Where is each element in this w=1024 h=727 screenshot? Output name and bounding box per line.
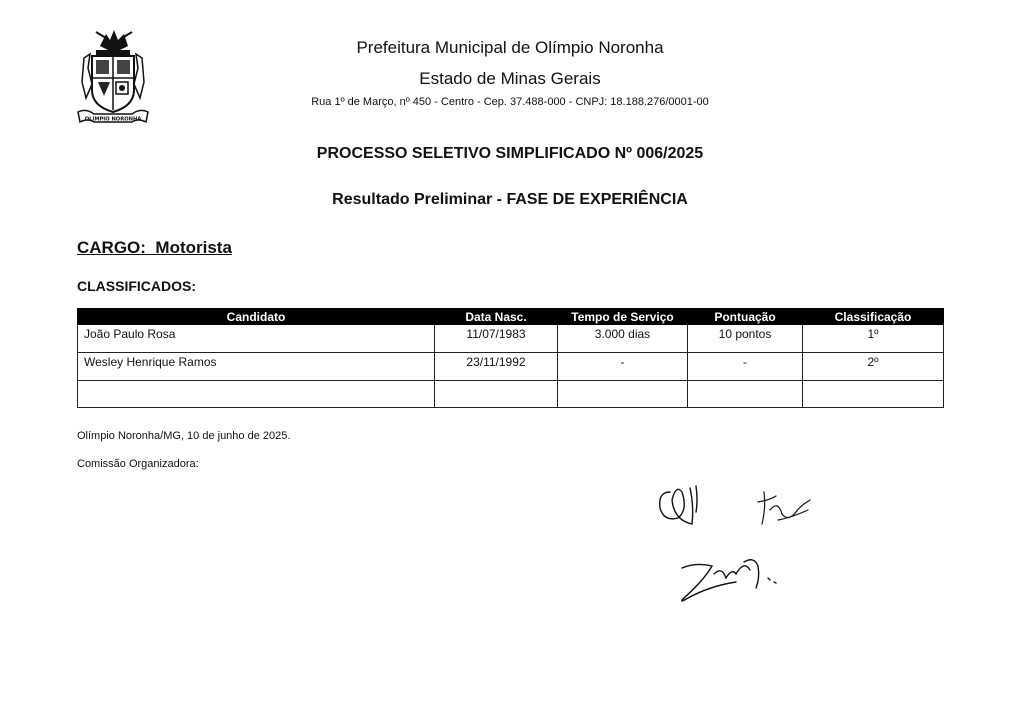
cargo-heading: [77, 238, 232, 258]
municipal-coat-of-arms-icon: [76, 28, 150, 126]
column-header-score: Pontuação: [688, 309, 803, 325]
birth-date: 23/11/1992: [435, 353, 558, 381]
birth-date: 11/07/1983: [435, 325, 558, 353]
signature-3: [682, 560, 776, 601]
column-header-candidate: Candidato: [78, 309, 435, 325]
service-time: 3.000 dias: [558, 325, 688, 353]
service-time: -: [558, 353, 688, 381]
classified-heading: CLASSIFICADOS:: [77, 278, 196, 294]
address-line: Rua 1º de Março, nº 450 - Centro - Cep. 37.488-000 - CNPJ: 18.188.276/0001-00: [311, 96, 709, 108]
table-row-empty: [78, 381, 944, 408]
score: [688, 381, 803, 408]
process-title: PROCESSO SELETIVO SIMPLIFICADO Nº 006/2025: [316, 145, 704, 162]
column-header-ranking: Classificação: [803, 309, 944, 325]
signature-1: [660, 486, 697, 524]
results-table: [77, 308, 944, 408]
column-header-birthdate: Data Nasc.: [435, 309, 558, 325]
municipality-name: Prefeitura Municipal de Olímpio Noronha: [356, 38, 664, 57]
candidate-name: [78, 381, 435, 408]
place-and-date: Olímpio Noronha/MG, 10 de junho de 2025.: [77, 430, 291, 442]
candidate-name: Wesley Henrique Ramos: [78, 353, 435, 381]
table-row: [78, 353, 944, 381]
score: 10 pontos: [688, 325, 803, 353]
table-header-row: [78, 309, 944, 325]
committee-label: Comissão Organizadora:: [77, 458, 199, 470]
committee-signatures: [640, 470, 830, 620]
service-time: [558, 381, 688, 408]
ranking: 2º: [803, 353, 944, 381]
candidate-name: João Paulo Rosa: [78, 325, 435, 353]
cargo-value: Motorista: [155, 238, 232, 257]
ranking: 1º: [803, 325, 944, 353]
result-title: Resultado Preliminar - FASE DE EXPERIÊNCIA: [332, 191, 688, 208]
column-header-service-time: Tempo de Serviço: [558, 309, 688, 325]
state-name: Estado de Minas Gerais: [419, 69, 601, 88]
table-row: [78, 325, 944, 353]
svg-text:OLIMPIO NORONHA: OLIMPIO NORONHA: [84, 116, 142, 123]
ranking: [803, 381, 944, 408]
signature-2: [758, 492, 810, 524]
birth-date: [435, 381, 558, 408]
cargo-label: CARGO:: [77, 238, 146, 257]
score: -: [688, 353, 803, 381]
